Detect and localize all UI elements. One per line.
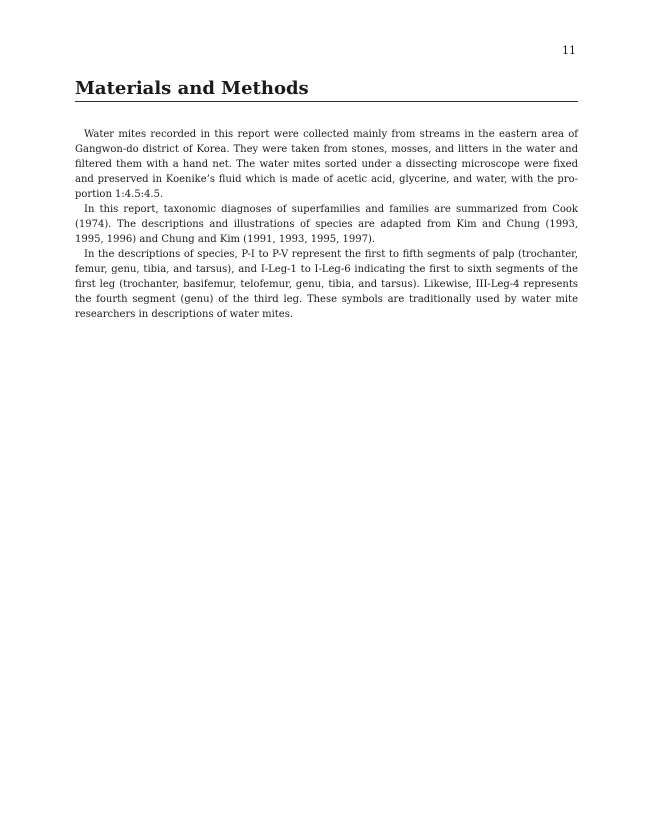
paragraph-collection-methods: Water mites recorded in this report were collected mainly from streams in the eastern area of Gangwon-do district of Korea. They were taken from stones, mosses, and litters in the water and filtered them with a hand net. The water mites sorted under a dissecting microscope were fixed and preserved in Koenike’s fluid which is made of acetic acid, glycerine, and water, with the pro-portion 1:4.5:4.5. bbox=[75, 129, 578, 200]
body-text bbox=[75, 127, 578, 322]
section-title: Materials and Methods bbox=[75, 78, 578, 102]
paragraph-segment-notation: In the descriptions of species, P-I to P-V represent the first to fifth segments of palp (trochanter, femur, genu, tibia, and tarsus), and I-Leg-1 to I-Leg-6 indicating the first to sixth segments of the first leg (trochanter, basifemur, telofemur, genu, tibia, and tarsus). Likewise, III-Leg-4 represents the fourth segment (genu) of the third leg. These symbols are traditionally used by water mite researchers in descriptions of water mites. bbox=[75, 249, 578, 320]
page-number: 11 bbox=[562, 44, 576, 57]
paragraph-taxonomic-sources: In this report, taxonomic diagnoses of superfamilies and families are summarized from Cook (1974). The descriptions and illustrations of species are adapted from Kim and Chung (1993, 1995, 1996) and Chung and Kim (1991, 1993, 1995, 1997). bbox=[75, 204, 578, 245]
